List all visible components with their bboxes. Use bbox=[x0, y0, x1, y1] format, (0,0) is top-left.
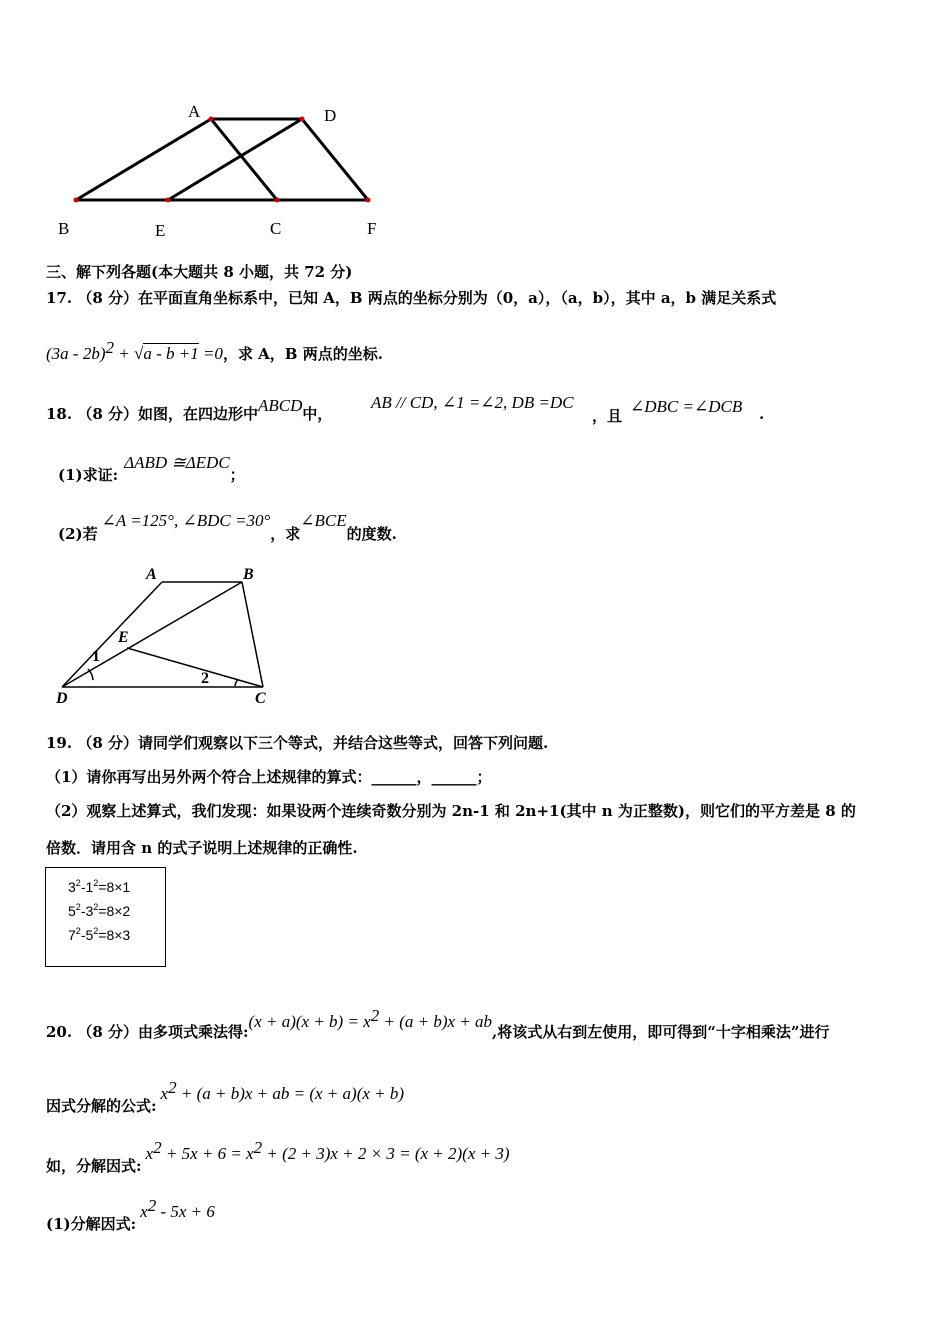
fig2-label-B: B bbox=[243, 566, 254, 583]
q18-m1: ABCD bbox=[257, 396, 303, 415]
q19-sub1: （1）请你再写出另外两个符合上述规律的算式：______，______； bbox=[46, 768, 492, 786]
q18-p3: ，且 bbox=[592, 407, 623, 425]
q18-sub2-label: (2)若 bbox=[58, 525, 98, 543]
q20-m1b: + (a + b)x + ab bbox=[379, 1012, 493, 1031]
q20-m3-sup: 2 bbox=[153, 1138, 162, 1157]
q18-sub2-math2: ∠BCE bbox=[300, 511, 347, 530]
q17-exp: 2 bbox=[105, 338, 114, 357]
q17-expr-right: =0 bbox=[198, 344, 223, 363]
figure-1-svg bbox=[40, 95, 420, 245]
q20-m3a: x bbox=[145, 1144, 154, 1163]
q20-example bbox=[46, 1138, 510, 1175]
q19-text: 19. （8 分）请同学们观察以下三个等式，并结合这些等式，回答下列问题. bbox=[46, 734, 549, 752]
figure-2-svg bbox=[50, 565, 290, 715]
label-E: E bbox=[155, 221, 166, 240]
q18-sub2 bbox=[58, 510, 397, 543]
q20-m2b: + (a + b)x + ab = (x + a)(x + b) bbox=[176, 1084, 405, 1103]
q20-formula-label: 因式分解的公式: bbox=[46, 1097, 157, 1115]
q18-sub1-tail: ； bbox=[229, 466, 245, 484]
q17-expr-left: (3a - 2b) bbox=[46, 344, 106, 363]
q20-p2: ,将该式从右到左使用，即可得到“十字相乘法”进行 bbox=[492, 1023, 830, 1041]
q19-sub2: （2）观察上述算式，我们发现：如果设两个连续奇数分别为 2n-1 和 2n+1(其中 n 为正整数)，则它们的平方差是 8 的 bbox=[46, 802, 856, 820]
q18-line bbox=[46, 395, 333, 423]
q17-sqrt-content: a - b +1 bbox=[143, 344, 199, 363]
q20-sub1-label: (1)分解因式: bbox=[46, 1215, 137, 1233]
q20-m2a: x bbox=[160, 1084, 169, 1103]
q17-text: 17. （8 分）在平面直角坐标系中，已知 A，B 两点的坐标分别为（0，a），（a，b），其中 a，b 满足关系式 bbox=[46, 289, 777, 307]
q20-m3c: + (2 + 3)x + 2 × 3 = (x + 2)(x + 3) bbox=[262, 1144, 510, 1163]
fig2-label-D: D bbox=[56, 690, 68, 707]
q20-formula bbox=[46, 1078, 405, 1115]
figure-quadrilateral bbox=[50, 565, 290, 715]
label-D: D bbox=[324, 106, 337, 125]
q20-m3-sup2: 2 bbox=[253, 1138, 263, 1157]
box-eq-3: $7^2-5^2=8\times 3$ bbox=[68, 926, 131, 943]
q20-m4a: x bbox=[140, 1202, 148, 1221]
label-C: C bbox=[270, 219, 282, 238]
q20-p1: 20. （8 分）由多项式乘法得: bbox=[46, 1023, 249, 1041]
q17-tail: ，求 A，B 两点的坐标. bbox=[222, 345, 383, 363]
q20-m1-sup: 2 bbox=[370, 1006, 380, 1025]
q17-plus: + bbox=[113, 344, 134, 363]
label-A: A bbox=[188, 102, 201, 121]
fig2-angle-1: 1 bbox=[92, 648, 100, 665]
q18-p4: . bbox=[759, 405, 765, 423]
fig2-label-C: C bbox=[255, 690, 266, 707]
q18-sub2-mid: ，求 bbox=[270, 525, 301, 543]
q20-m2-sup: 2 bbox=[168, 1078, 177, 1097]
q20-sub1 bbox=[46, 1196, 215, 1233]
q20-m4-sup: 2 bbox=[147, 1196, 157, 1215]
label-F: F bbox=[367, 219, 377, 238]
q18-p2: 中， bbox=[302, 405, 333, 423]
label-B: B bbox=[58, 219, 70, 238]
q20-m3b: + 5x + 6 = x bbox=[161, 1144, 254, 1163]
q18-sub2-math: ∠A =125°, ∠BDC =30° bbox=[101, 511, 271, 530]
q20-m1a: (x + a)(x + b) = x bbox=[248, 1012, 371, 1031]
q19-sub2-cont: 倍数．请用含 n 的式子说明上述规律的正确性. bbox=[46, 839, 358, 857]
box-eq-2: $5^2-3^2=8\times 2$ bbox=[68, 902, 131, 919]
q18-m2: AB // CD, ∠1 =∠2, DB =DC bbox=[371, 393, 574, 412]
q18-sub1-math: ΔABD ≅ΔEDC bbox=[124, 453, 230, 472]
q20-m4b: - 5x + 6 bbox=[156, 1202, 215, 1221]
equations-box bbox=[45, 867, 166, 967]
q18-sub1-label: (1)求证: bbox=[58, 466, 119, 484]
q20-example-label: 如，分解因式: bbox=[46, 1157, 142, 1175]
q18-p1: 18. （8 分）如图，在四边形中 bbox=[46, 405, 258, 423]
q20-line1 bbox=[46, 1006, 830, 1041]
box-eq-1: $3^2-1^2=8\times 1$ bbox=[68, 878, 131, 895]
fig2-label-E: E bbox=[118, 629, 129, 646]
q18-sub1 bbox=[58, 452, 245, 484]
figure-parallelogram bbox=[40, 95, 420, 245]
q18-m3: ∠DBC =∠DCB bbox=[630, 397, 743, 416]
sqrt-sign: √ bbox=[133, 344, 144, 363]
fig2-label-A: A bbox=[146, 566, 157, 583]
section-heading: 三、解下列各题(本大题共 8 小题，共 72 分) bbox=[46, 263, 353, 281]
fig2-angle-2: 2 bbox=[201, 670, 209, 687]
q17-equation bbox=[46, 338, 383, 364]
q18-sub2-tail: 的度数. bbox=[346, 525, 397, 543]
